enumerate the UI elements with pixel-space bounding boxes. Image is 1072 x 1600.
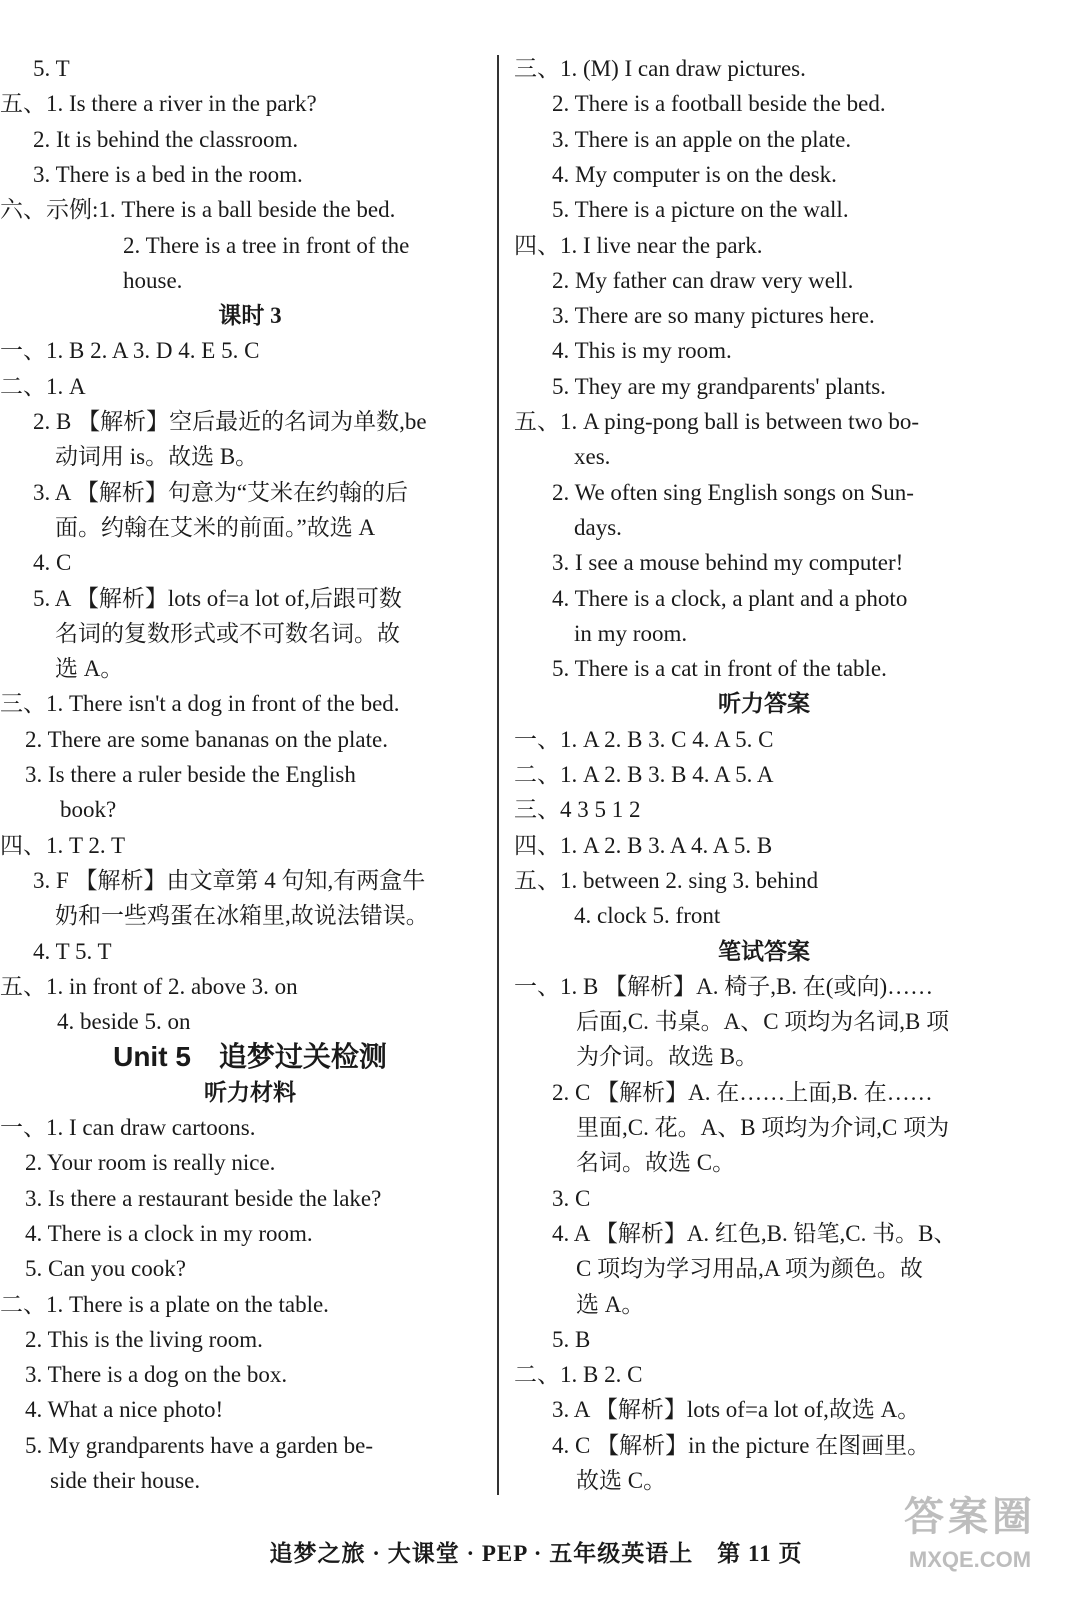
left-answer-line: 2. There are some bananas on the plate. bbox=[25, 726, 388, 752]
right-answer-line: 二、1. B 2. C bbox=[514, 1362, 643, 1388]
left-answer-line: 名词的复数形式或不可数名词。故 bbox=[55, 620, 400, 646]
left-answer-line: 六、示例:1. There is a ball beside the bed. bbox=[0, 197, 396, 223]
left-answer-line: side their house. bbox=[50, 1468, 201, 1493]
left-answer-line: 奶和一些鸡蛋在冰箱里,故说法错误。 bbox=[55, 903, 429, 929]
left-answer-line: 3. F 【解析】由文章第 4 句知,有两盒牛 bbox=[33, 867, 426, 893]
right-answer-line: 5. There is a cat in front of the table. bbox=[552, 656, 887, 682]
left-section-heading: 听力材料 bbox=[204, 1079, 296, 1105]
right-answer-line: 为介词。故选 B。 bbox=[576, 1044, 759, 1070]
right-section-heading: 听力答案 bbox=[718, 691, 810, 717]
left-answer-line: 4. What a nice photo! bbox=[25, 1397, 224, 1423]
right-answer-line: 3. A 【解析】lots of=a lot of,故选 A。 bbox=[552, 1397, 921, 1423]
right-answer-line: 3. I see a mouse behind my computer! bbox=[552, 550, 904, 576]
right-answer-line: 选 A。 bbox=[576, 1291, 645, 1317]
left-answer-line: 选 A。 bbox=[55, 656, 124, 682]
right-answer-line: 3. C bbox=[552, 1185, 591, 1211]
left-answer-line: 3. There is a dog on the box. bbox=[25, 1362, 288, 1388]
right-section-heading: 笔试答案 bbox=[718, 938, 810, 964]
right-answer-line: 4. This is my room. bbox=[552, 338, 732, 364]
left-answer-line: 5. A 【解析】lots of=a lot of,后跟可数 bbox=[33, 585, 402, 611]
left-answer-line: 3. Is there a restaurant beside the lake? bbox=[25, 1185, 382, 1211]
right-answer-line: 里面,C. 花。A、B 项均为介词,C 项为 bbox=[576, 1115, 950, 1140]
watermark-domain: MXQE.COM bbox=[908, 1547, 1032, 1572]
left-answer-line: 2. Your room is really nice. bbox=[25, 1150, 276, 1176]
left-answer-line: book? bbox=[60, 797, 117, 823]
left-answer-line: 5. Can you cook? bbox=[25, 1256, 186, 1282]
left-unit-title: Unit 5 追梦过关检测 bbox=[113, 1041, 387, 1073]
right-answer-line: 5. There is a picture on the wall. bbox=[552, 197, 849, 223]
left-answer-line: 二、1. A bbox=[0, 373, 86, 399]
left-answer-line: 3. Is there a ruler beside the English bbox=[25, 762, 356, 787]
right-answer-line: 4. C 【解析】in the picture 在图画里。 bbox=[552, 1432, 931, 1458]
right-answer-line: 2. C 【解析】A. 在……上面,B. 在…… bbox=[552, 1079, 933, 1105]
right-answer-line: 3. There are so many pictures here. bbox=[552, 303, 875, 329]
left-answer-line: 面。约翰在艾米的前面。”故选 A bbox=[55, 514, 376, 540]
right-answer-line: 三、4 3 5 1 2 bbox=[514, 797, 641, 823]
left-answer-line: 2. B 【解析】空后最近的名词为单数,be bbox=[33, 409, 427, 434]
right-answer-line: days. bbox=[574, 514, 622, 540]
left-answer-line: 2. This is the living room. bbox=[25, 1326, 263, 1352]
right-answer-line: 四、1. A 2. B 3. A 4. A 5. B bbox=[514, 832, 773, 858]
right-answer-line: 4. There is a clock, a plant and a photo bbox=[552, 585, 908, 611]
right-answer-line: 3. There is an apple on the plate. bbox=[552, 126, 852, 152]
right-answer-line: 后面,C. 书桌。A、C 项均为名词,B 项 bbox=[576, 1009, 950, 1035]
left-answer-line: 四、1. T 2. T bbox=[0, 832, 126, 858]
left-answer-line: 2. There is a tree in front of the bbox=[123, 232, 410, 258]
left-answer-line: 4. There is a clock in my room. bbox=[25, 1220, 313, 1246]
left-answer-line: 5. My grandparents have a garden be- bbox=[25, 1432, 374, 1458]
right-answer-line: 三、1. (M) I can draw pictures. bbox=[514, 56, 806, 81]
watermark-logo bbox=[884, 1488, 1056, 1592]
left-answer-line: 4. T 5. T bbox=[33, 938, 112, 964]
right-answer-line: 一、1. B 【解析】A. 椅子,B. 在(或向)…… bbox=[514, 973, 934, 999]
left-answer-line: 二、1. There is a plate on the table. bbox=[0, 1291, 329, 1317]
right-answer-line: 五、1. A ping-pong ball is between two bo- bbox=[514, 409, 920, 434]
right-answer-line: 名词。故选 C。 bbox=[576, 1150, 736, 1176]
left-answer-line: 一、1. B 2. A 3. D 4. E 5. C bbox=[0, 338, 260, 364]
right-answer-line: 五、1. between 2. sing 3. behind bbox=[514, 867, 819, 893]
left-answer-line: 动词用 is。故选 B。 bbox=[55, 444, 259, 470]
right-answer-line: 四、1. I live near the park. bbox=[514, 232, 763, 258]
right-answer-line: 4. A 【解析】A. 红色,B. 铅笔,C. 书。B、 bbox=[552, 1220, 957, 1246]
left-answer-line: 5. T bbox=[33, 56, 70, 81]
right-answer-line: 4. My computer is on the desk. bbox=[552, 161, 837, 187]
left-answer-line: 2. It is behind the classroom. bbox=[33, 126, 299, 152]
right-answer-line: 故选 C。 bbox=[576, 1468, 667, 1493]
right-answer-line: in my room. bbox=[574, 620, 688, 646]
left-answer-line: 3. There is a bed in the room. bbox=[33, 161, 303, 187]
right-answer-line: 5. They are my grandparents' plants. bbox=[552, 373, 886, 399]
left-answer-line: 三、1. There isn't a dog in front of the bed. bbox=[0, 691, 400, 717]
right-answer-line: 二、1. A 2. B 3. B 4. A 5. A bbox=[514, 762, 774, 787]
column-divider bbox=[497, 55, 499, 1495]
left-answer-line: 4. beside 5. on bbox=[57, 1009, 191, 1035]
left-answer-line: 3. A 【解析】句意为“艾米在约翰的后 bbox=[33, 479, 409, 505]
right-answer-line: 2. We often sing English songs on Sun- bbox=[552, 479, 914, 505]
right-answer-line: 5. B bbox=[552, 1326, 591, 1352]
right-answer-line: 2. There is a football beside the bed. bbox=[552, 91, 886, 117]
left-answer-line: 五、1. Is there a river in the park? bbox=[0, 91, 317, 117]
right-answer-line: 2. My father can draw very well. bbox=[552, 267, 854, 293]
left-answer-line: 五、1. in front of 2. above 3. on bbox=[0, 973, 298, 999]
right-answer-line: C 项均为学习用品,A 项为颜色。故 bbox=[576, 1256, 923, 1282]
page-footer: 追梦之旅 · 大课堂 · PEP · 五年级英语上 第 11 页 bbox=[269, 1541, 803, 1566]
left-answer-line: house. bbox=[123, 267, 183, 293]
right-answer-line: 一、1. A 2. B 3. C 4. A 5. C bbox=[514, 726, 774, 752]
left-section-heading: 课时 3 bbox=[218, 303, 282, 329]
left-answer-line: 4. C bbox=[33, 550, 72, 576]
right-answer-line: xes. bbox=[574, 444, 611, 470]
left-answer-line: 一、1. I can draw cartoons. bbox=[0, 1115, 256, 1140]
right-answer-line: 4. clock 5. front bbox=[574, 903, 721, 929]
watermark-text: 答案圈 bbox=[904, 1495, 1036, 1539]
